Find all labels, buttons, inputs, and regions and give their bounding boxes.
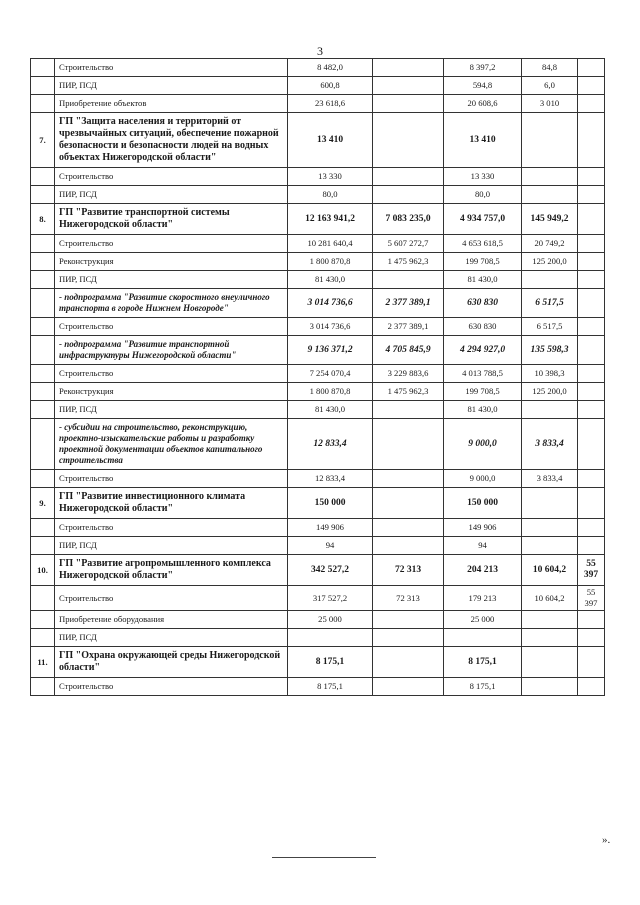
amount-cell-5: 55 397 xyxy=(578,586,605,611)
amount-cell-1: 13 330 xyxy=(288,168,373,186)
amount-cell-3: 594,8 xyxy=(444,77,522,95)
amount-cell-2 xyxy=(373,113,444,168)
program-row xyxy=(31,647,605,678)
amount-cell-2 xyxy=(373,271,444,289)
table-row xyxy=(31,235,605,253)
amount-cell-4: 3 833,4 xyxy=(522,470,578,488)
row-number xyxy=(31,253,55,271)
amount-cell-2: 1 475 962,3 xyxy=(373,383,444,401)
amount-cell-5 xyxy=(578,647,605,678)
amount-cell-2 xyxy=(373,519,444,537)
amount-cell-5 xyxy=(578,678,605,696)
amount-cell-3: 150 000 xyxy=(444,488,522,519)
table-row xyxy=(31,519,605,537)
amount-cell-4: 6,0 xyxy=(522,77,578,95)
amount-cell-2: 2 377 389,1 xyxy=(373,318,444,336)
amount-cell-2 xyxy=(373,59,444,77)
amount-cell-2 xyxy=(373,168,444,186)
program-row xyxy=(31,488,605,519)
row-label: Строительство xyxy=(55,59,288,77)
amount-cell-3: 4 013 788,5 xyxy=(444,365,522,383)
amount-cell-4 xyxy=(522,113,578,168)
row-label: Строительство xyxy=(55,586,288,611)
amount-cell-3: 9 000,0 xyxy=(444,470,522,488)
table-row xyxy=(31,186,605,204)
row-number xyxy=(31,537,55,555)
row-label: Реконструкция xyxy=(55,253,288,271)
amount-cell-5 xyxy=(578,113,605,168)
table-row xyxy=(31,586,605,611)
row-label: ГП "Защита населения и территорий от чрезвычайных ситуаций, обеспечение пожарной безопасности и безопасности людей на водных объектах Нижегородской области" xyxy=(55,113,288,168)
amount-cell-3: 81 430,0 xyxy=(444,271,522,289)
closing-quote-mark: ». xyxy=(602,834,611,846)
program-row xyxy=(31,113,605,168)
amount-cell-3: 4 294 927,0 xyxy=(444,336,522,365)
amount-cell-3: 149 906 xyxy=(444,519,522,537)
row-label: ГП "Развитие инвестиционного климата Нижегородской области" xyxy=(55,488,288,519)
amount-cell-2: 72 313 xyxy=(373,555,444,586)
row-number xyxy=(31,77,55,95)
row-number xyxy=(31,586,55,611)
amount-cell-3: 25 000 xyxy=(444,611,522,629)
amount-cell-3: 179 213 xyxy=(444,586,522,611)
amount-cell-5: 55 397 xyxy=(578,555,605,586)
amount-cell-4: 3 010 xyxy=(522,95,578,113)
row-label: ГП "Развитие транспортной системы Нижегородской области" xyxy=(55,204,288,235)
amount-cell-1: 7 254 070,4 xyxy=(288,365,373,383)
amount-cell-4 xyxy=(522,168,578,186)
amount-cell-3: 204 213 xyxy=(444,555,522,586)
amount-cell-2 xyxy=(373,647,444,678)
row-number xyxy=(31,611,55,629)
row-number xyxy=(31,519,55,537)
table-row xyxy=(31,77,605,95)
amount-cell-1: 342 527,2 xyxy=(288,555,373,586)
amount-cell-4 xyxy=(522,271,578,289)
amount-cell-1: 3 014 736,6 xyxy=(288,318,373,336)
amount-cell-3: 199 708,5 xyxy=(444,253,522,271)
amount-cell-5 xyxy=(578,519,605,537)
amount-cell-1: 94 xyxy=(288,537,373,555)
row-label: ГП "Развитие агропромышленного комплекса Нижегородской области" xyxy=(55,555,288,586)
row-number xyxy=(31,168,55,186)
amount-cell-4 xyxy=(522,647,578,678)
amount-cell-4: 20 749,2 xyxy=(522,235,578,253)
amount-cell-5 xyxy=(578,419,605,470)
amount-cell-2: 1 475 962,3 xyxy=(373,253,444,271)
table-row xyxy=(31,168,605,186)
row-number: 11. xyxy=(31,647,55,678)
amount-cell-1: 149 906 xyxy=(288,519,373,537)
amount-cell-3: 94 xyxy=(444,537,522,555)
amount-cell-5 xyxy=(578,168,605,186)
row-label: Строительство xyxy=(55,470,288,488)
amount-cell-3: 8 397,2 xyxy=(444,59,522,77)
row-label: - подпрограмма "Развитие транспортной инфраструктуры Нижегородской области" xyxy=(55,336,288,365)
amount-cell-3: 80,0 xyxy=(444,186,522,204)
amount-cell-3: 630 830 xyxy=(444,289,522,318)
amount-cell-2: 72 313 xyxy=(373,586,444,611)
amount-cell-1: 23 618,6 xyxy=(288,95,373,113)
amount-cell-4: 125 200,0 xyxy=(522,253,578,271)
amount-cell-1: 3 014 736,6 xyxy=(288,289,373,318)
amount-cell-1: 80,0 xyxy=(288,186,373,204)
amount-cell-5 xyxy=(578,365,605,383)
footer-divider xyxy=(272,857,376,858)
amount-cell-2 xyxy=(373,419,444,470)
amount-cell-4 xyxy=(522,611,578,629)
amount-cell-3: 81 430,0 xyxy=(444,401,522,419)
amount-cell-5 xyxy=(578,336,605,365)
row-number xyxy=(31,470,55,488)
row-number xyxy=(31,186,55,204)
amount-cell-2 xyxy=(373,77,444,95)
row-number xyxy=(31,95,55,113)
row-label: Реконструкция xyxy=(55,383,288,401)
amount-cell-5 xyxy=(578,271,605,289)
row-number xyxy=(31,401,55,419)
amount-cell-1: 1 800 870,8 xyxy=(288,253,373,271)
amount-cell-1: 9 136 371,2 xyxy=(288,336,373,365)
row-label: - подпрограмма "Развитие скоростного внеуличного транспорта в городе Нижнем Новгороде" xyxy=(55,289,288,318)
amount-cell-4 xyxy=(522,537,578,555)
amount-cell-2: 5 607 272,7 xyxy=(373,235,444,253)
amount-cell-3 xyxy=(444,629,522,647)
amount-cell-1: 12 833,4 xyxy=(288,419,373,470)
amount-cell-5 xyxy=(578,186,605,204)
amount-cell-4: 10 398,3 xyxy=(522,365,578,383)
investment-table xyxy=(30,58,605,696)
amount-cell-5 xyxy=(578,77,605,95)
amount-cell-5 xyxy=(578,470,605,488)
program-row xyxy=(31,555,605,586)
table-row xyxy=(31,271,605,289)
amount-cell-1: 317 527,2 xyxy=(288,586,373,611)
amount-cell-4 xyxy=(522,186,578,204)
amount-cell-3: 20 608,6 xyxy=(444,95,522,113)
row-number xyxy=(31,383,55,401)
row-number: 8. xyxy=(31,204,55,235)
row-label: Приобретение оборудования xyxy=(55,611,288,629)
amount-cell-2 xyxy=(373,95,444,113)
table-row xyxy=(31,611,605,629)
row-label: Приобретение объектов xyxy=(55,95,288,113)
amount-cell-1: 12 833,4 xyxy=(288,470,373,488)
amount-cell-2: 7 083 235,0 xyxy=(373,204,444,235)
amount-cell-2 xyxy=(373,186,444,204)
amount-cell-4: 10 604,2 xyxy=(522,555,578,586)
table-row xyxy=(31,629,605,647)
amount-cell-2: 3 229 883,6 xyxy=(373,365,444,383)
amount-cell-3: 630 830 xyxy=(444,318,522,336)
table-row xyxy=(31,678,605,696)
subprogram-row xyxy=(31,336,605,365)
row-number xyxy=(31,235,55,253)
program-row xyxy=(31,204,605,235)
amount-cell-4 xyxy=(522,678,578,696)
amount-cell-1: 81 430,0 xyxy=(288,401,373,419)
amount-cell-5 xyxy=(578,253,605,271)
row-label: ПИР, ПСД xyxy=(55,629,288,647)
amount-cell-3: 13 410 xyxy=(444,113,522,168)
row-number xyxy=(31,365,55,383)
amount-cell-1 xyxy=(288,629,373,647)
amount-cell-3: 9 000,0 xyxy=(444,419,522,470)
amount-cell-5 xyxy=(578,383,605,401)
row-number: 7. xyxy=(31,113,55,168)
row-label: ПИР, ПСД xyxy=(55,186,288,204)
row-number xyxy=(31,318,55,336)
amount-cell-2 xyxy=(373,537,444,555)
amount-cell-5 xyxy=(578,629,605,647)
subprogram-row xyxy=(31,419,605,470)
amount-cell-4: 135 598,3 xyxy=(522,336,578,365)
amount-cell-1: 12 163 941,2 xyxy=(288,204,373,235)
row-label: Строительство xyxy=(55,318,288,336)
amount-cell-1: 25 000 xyxy=(288,611,373,629)
amount-cell-3: 8 175,1 xyxy=(444,647,522,678)
amount-cell-4 xyxy=(522,401,578,419)
table-row xyxy=(31,59,605,77)
amount-cell-5 xyxy=(578,59,605,77)
amount-cell-2 xyxy=(373,488,444,519)
amount-cell-3: 13 330 xyxy=(444,168,522,186)
amount-cell-3: 199 708,5 xyxy=(444,383,522,401)
amount-cell-5 xyxy=(578,95,605,113)
row-label: ПИР, ПСД xyxy=(55,77,288,95)
amount-cell-4: 125 200,0 xyxy=(522,383,578,401)
amount-cell-5 xyxy=(578,537,605,555)
amount-cell-2 xyxy=(373,401,444,419)
row-label: Строительство xyxy=(55,365,288,383)
amount-cell-3: 4 934 757,0 xyxy=(444,204,522,235)
amount-cell-1: 10 281 640,4 xyxy=(288,235,373,253)
row-label: - субсидии на строительство, реконструкцию, проектно-изыскательские работы и разработку проектной документации объектов капитального строительства xyxy=(55,419,288,470)
amount-cell-2 xyxy=(373,470,444,488)
table-row xyxy=(31,383,605,401)
row-number xyxy=(31,629,55,647)
row-label: ГП "Охрана окружающей среды Нижегородской области" xyxy=(55,647,288,678)
row-label: Строительство xyxy=(55,519,288,537)
table-row xyxy=(31,95,605,113)
amount-cell-4 xyxy=(522,488,578,519)
amount-cell-5 xyxy=(578,611,605,629)
amount-cell-1: 8 482,0 xyxy=(288,59,373,77)
amount-cell-2: 4 705 845,9 xyxy=(373,336,444,365)
row-number xyxy=(31,289,55,318)
amount-cell-4: 3 833,4 xyxy=(522,419,578,470)
row-label: Строительство xyxy=(55,678,288,696)
table-row xyxy=(31,253,605,271)
row-number: 9. xyxy=(31,488,55,519)
amount-cell-1: 1 800 870,8 xyxy=(288,383,373,401)
amount-cell-1: 600,8 xyxy=(288,77,373,95)
row-number xyxy=(31,678,55,696)
amount-cell-1: 8 175,1 xyxy=(288,678,373,696)
amount-cell-4 xyxy=(522,519,578,537)
row-label: ПИР, ПСД xyxy=(55,271,288,289)
row-label: Строительство xyxy=(55,235,288,253)
amount-cell-3: 8 175,1 xyxy=(444,678,522,696)
row-number xyxy=(31,419,55,470)
row-label: ПИР, ПСД xyxy=(55,537,288,555)
amount-cell-4: 6 517,5 xyxy=(522,318,578,336)
amount-cell-1: 8 175,1 xyxy=(288,647,373,678)
amount-cell-4: 145 949,2 xyxy=(522,204,578,235)
amount-cell-5 xyxy=(578,235,605,253)
row-number xyxy=(31,271,55,289)
amount-cell-5 xyxy=(578,204,605,235)
row-label: ПИР, ПСД xyxy=(55,401,288,419)
amount-cell-2: 2 377 389,1 xyxy=(373,289,444,318)
row-label: Строительство xyxy=(55,168,288,186)
amount-cell-1: 81 430,0 xyxy=(288,271,373,289)
table-row xyxy=(31,470,605,488)
amount-cell-2 xyxy=(373,629,444,647)
amount-cell-4: 10 604,2 xyxy=(522,586,578,611)
row-number xyxy=(31,59,55,77)
row-number xyxy=(31,336,55,365)
amount-cell-2 xyxy=(373,678,444,696)
amount-cell-3: 4 653 618,5 xyxy=(444,235,522,253)
subprogram-row xyxy=(31,289,605,318)
amount-cell-4 xyxy=(522,629,578,647)
amount-cell-2 xyxy=(373,611,444,629)
amount-cell-1: 150 000 xyxy=(288,488,373,519)
amount-cell-5 xyxy=(578,488,605,519)
amount-cell-5 xyxy=(578,289,605,318)
amount-cell-1: 13 410 xyxy=(288,113,373,168)
table-row xyxy=(31,365,605,383)
amount-cell-4: 84,8 xyxy=(522,59,578,77)
page-number: 3 xyxy=(317,44,323,58)
table-row xyxy=(31,401,605,419)
row-number: 10. xyxy=(31,555,55,586)
amount-cell-4: 6 517,5 xyxy=(522,289,578,318)
amount-cell-5 xyxy=(578,401,605,419)
amount-cell-5 xyxy=(578,318,605,336)
table-row xyxy=(31,318,605,336)
table-row xyxy=(31,537,605,555)
